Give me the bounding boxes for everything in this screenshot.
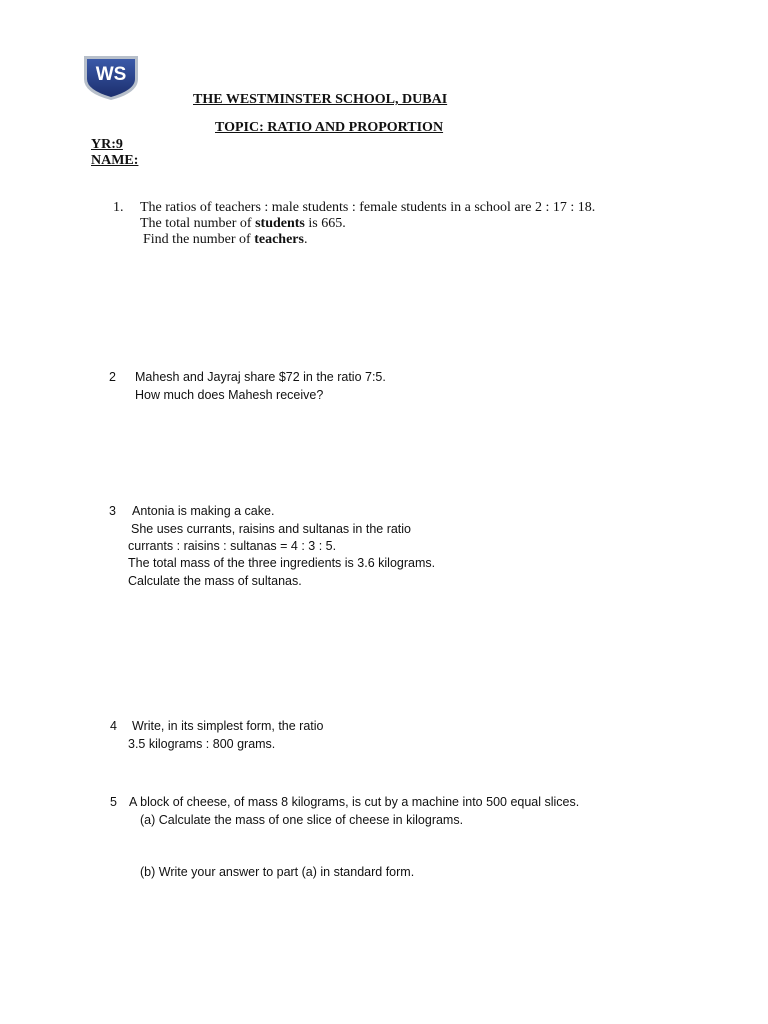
school-logo: [82, 53, 140, 101]
question-5-part-a: (a) Calculate the mass of one slice of cheese in kilograms.: [140, 813, 464, 827]
year-label: YR:9: [91, 137, 123, 152]
question-4-line-2: 3.5 kilograms : 800 grams.: [128, 737, 276, 751]
question-3-number: 3: [109, 504, 116, 518]
question-4-line-1: Write, in its simplest form, the ratio: [132, 719, 324, 733]
question-1-line-3: Find the number of teachers.: [143, 232, 308, 247]
question-2-number: 2: [109, 370, 116, 384]
question-3-line-5: Calculate the mass of sultanas.: [128, 574, 302, 588]
name-label: NAME:: [91, 153, 139, 168]
question-3-line-3: currants : raisins : sultanas = 4 : 3 : 5.: [128, 539, 337, 553]
question-3-line-1: Antonia is making a cake.: [132, 504, 275, 518]
question-1-number: 1.: [113, 200, 124, 215]
topic-title: TOPIC: RATIO AND PROPORTION: [215, 120, 444, 135]
question-3-line-2: She uses currants, raisins and sultanas in the ratio: [131, 522, 412, 536]
question-5-line-1: A block of cheese, of mass 8 kilograms, is cut by a machine into 500 equal slices.: [129, 795, 580, 809]
question-2-line-2: How much does Mahesh receive?: [135, 388, 324, 402]
question-1-line-2: The total number of students is 665.: [140, 216, 346, 231]
question-2-line-1: Mahesh and Jayraj share $72 in the ratio 7:5.: [135, 370, 386, 384]
svg-text:WS: WS: [95, 64, 127, 85]
question-1-line-1: The ratios of teachers : male students : female students in a school are 2 : 17 : 18.: [140, 200, 596, 215]
question-4-number: 4: [110, 719, 117, 733]
question-3-line-4: The total mass of the three ingredients is 3.6 kilograms.: [128, 556, 436, 570]
question-5-number: 5: [110, 795, 117, 809]
question-5-part-b: (b) Write your answer to part (a) in standard form.: [140, 865, 415, 879]
school-name: THE WESTMINSTER SCHOOL, DUBAI: [193, 92, 448, 107]
